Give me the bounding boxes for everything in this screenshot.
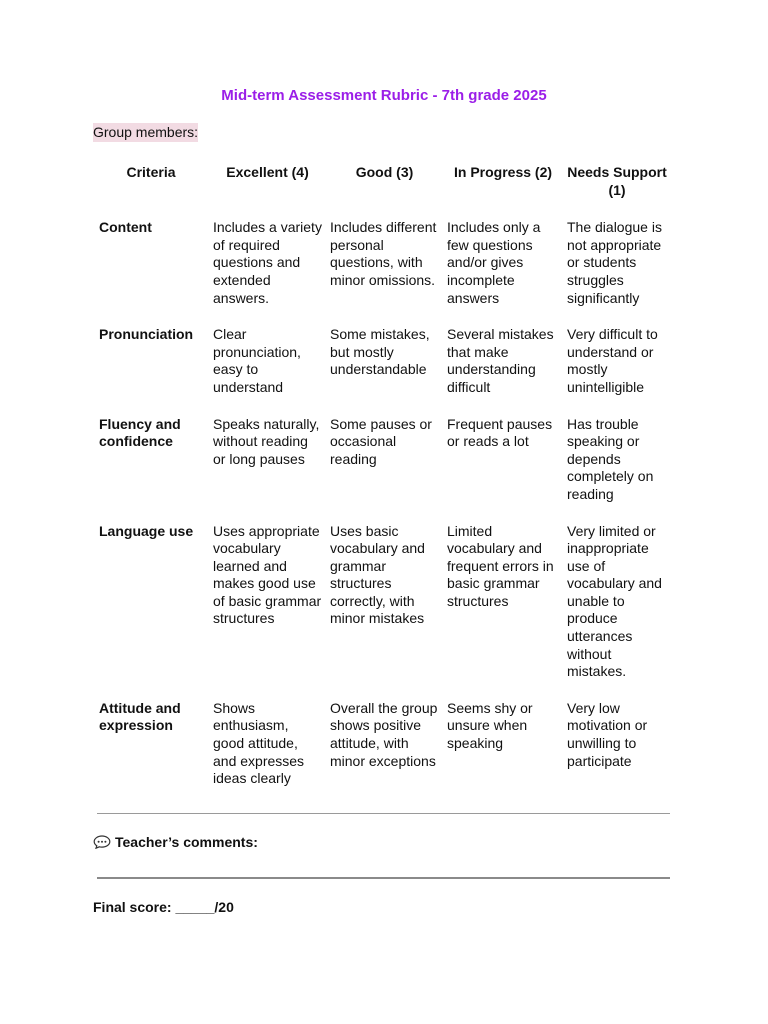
criterion-cell: Attitude and expression bbox=[99, 699, 181, 734]
rubric-cell: Uses appropriate vocabulary learned and makes good use of basic grammar structures bbox=[213, 522, 322, 627]
header-needs-support: Needs Support (1) bbox=[567, 164, 667, 198]
rubric-cell: The dialogue is not appropriate or students struggles significantly bbox=[567, 219, 662, 306]
page-title: Mid-term Assessment Rubric - 7th grade 2025 bbox=[221, 87, 547, 104]
table-row bbox=[93, 213, 671, 320]
final-score-label: Final score: _____/20 bbox=[93, 899, 234, 915]
header-good: Good (3) bbox=[355, 164, 414, 180]
criterion-cell: Pronunciation bbox=[99, 326, 194, 343]
rubric-cell: Very difficult to understand or mostly unintelligible bbox=[567, 326, 658, 395]
criterion-cell: Content bbox=[99, 219, 152, 236]
rubric-cell: Very low motivation or unwilling to participate bbox=[567, 699, 648, 769]
table-row bbox=[93, 410, 671, 517]
rubric-cell: Has trouble speaking or depends completely on reading bbox=[567, 415, 654, 502]
rubric-cell: Clear pronunciation, easy to understand bbox=[213, 326, 301, 395]
criterion-cell: Fluency and confidence bbox=[99, 415, 181, 450]
teacher-comments-label: Teacher’s comments: bbox=[115, 834, 258, 850]
rubric-cell: Frequent pauses or reads a lot bbox=[447, 415, 553, 450]
rubric-cell: Uses basic vocabulary and grammar structures correctly, with minor mistakes bbox=[330, 522, 425, 627]
header-excellent: Excellent (4) bbox=[226, 164, 309, 180]
table-row bbox=[93, 517, 671, 694]
rubric-cell: Seems shy or unsure when speaking bbox=[447, 699, 533, 752]
table-row bbox=[93, 694, 671, 801]
header-row bbox=[93, 158, 671, 213]
teacher-comments bbox=[93, 834, 258, 850]
rubric-cell: Several mistakes that make understanding difficult bbox=[447, 326, 554, 395]
table-row bbox=[93, 320, 671, 409]
rubric-cell: Includes only a few questions and/or gives incomplete answers bbox=[447, 219, 541, 306]
criterion-cell: Language use bbox=[99, 522, 194, 539]
header-in-progress: In Progress (2) bbox=[453, 164, 553, 180]
rubric-cell: Includes a variety of required questions and extended answers. bbox=[213, 219, 322, 306]
rubric-cell: Limited vocabulary and frequent errors in basic grammar structures bbox=[447, 522, 554, 609]
rubric-cell: Includes different personal questions, with minor omissions. bbox=[330, 219, 437, 288]
group-members-label: Group members: bbox=[93, 124, 199, 140]
rubric-cell: Some pauses or occasional reading bbox=[330, 415, 432, 467]
rubric-table bbox=[93, 158, 671, 801]
divider-top bbox=[97, 813, 670, 814]
rubric-cell: Some mistakes, but mostly understandable bbox=[330, 326, 430, 378]
speech-bubble-icon bbox=[93, 835, 111, 849]
rubric-cell: Very limited or inappropriate use of vocabulary and unable to produce utterances without mistakes. bbox=[567, 522, 662, 680]
rubric-cell: Speaks naturally, without reading or long pauses bbox=[213, 415, 320, 467]
rubric-cell: Shows enthusiasm, good attitude, and expresses ideas clearly bbox=[213, 699, 305, 787]
divider-bottom bbox=[97, 877, 670, 879]
header-criteria: Criteria bbox=[126, 164, 176, 180]
rubric-cell: Overall the group shows positive attitude, with minor exceptions bbox=[330, 699, 438, 769]
